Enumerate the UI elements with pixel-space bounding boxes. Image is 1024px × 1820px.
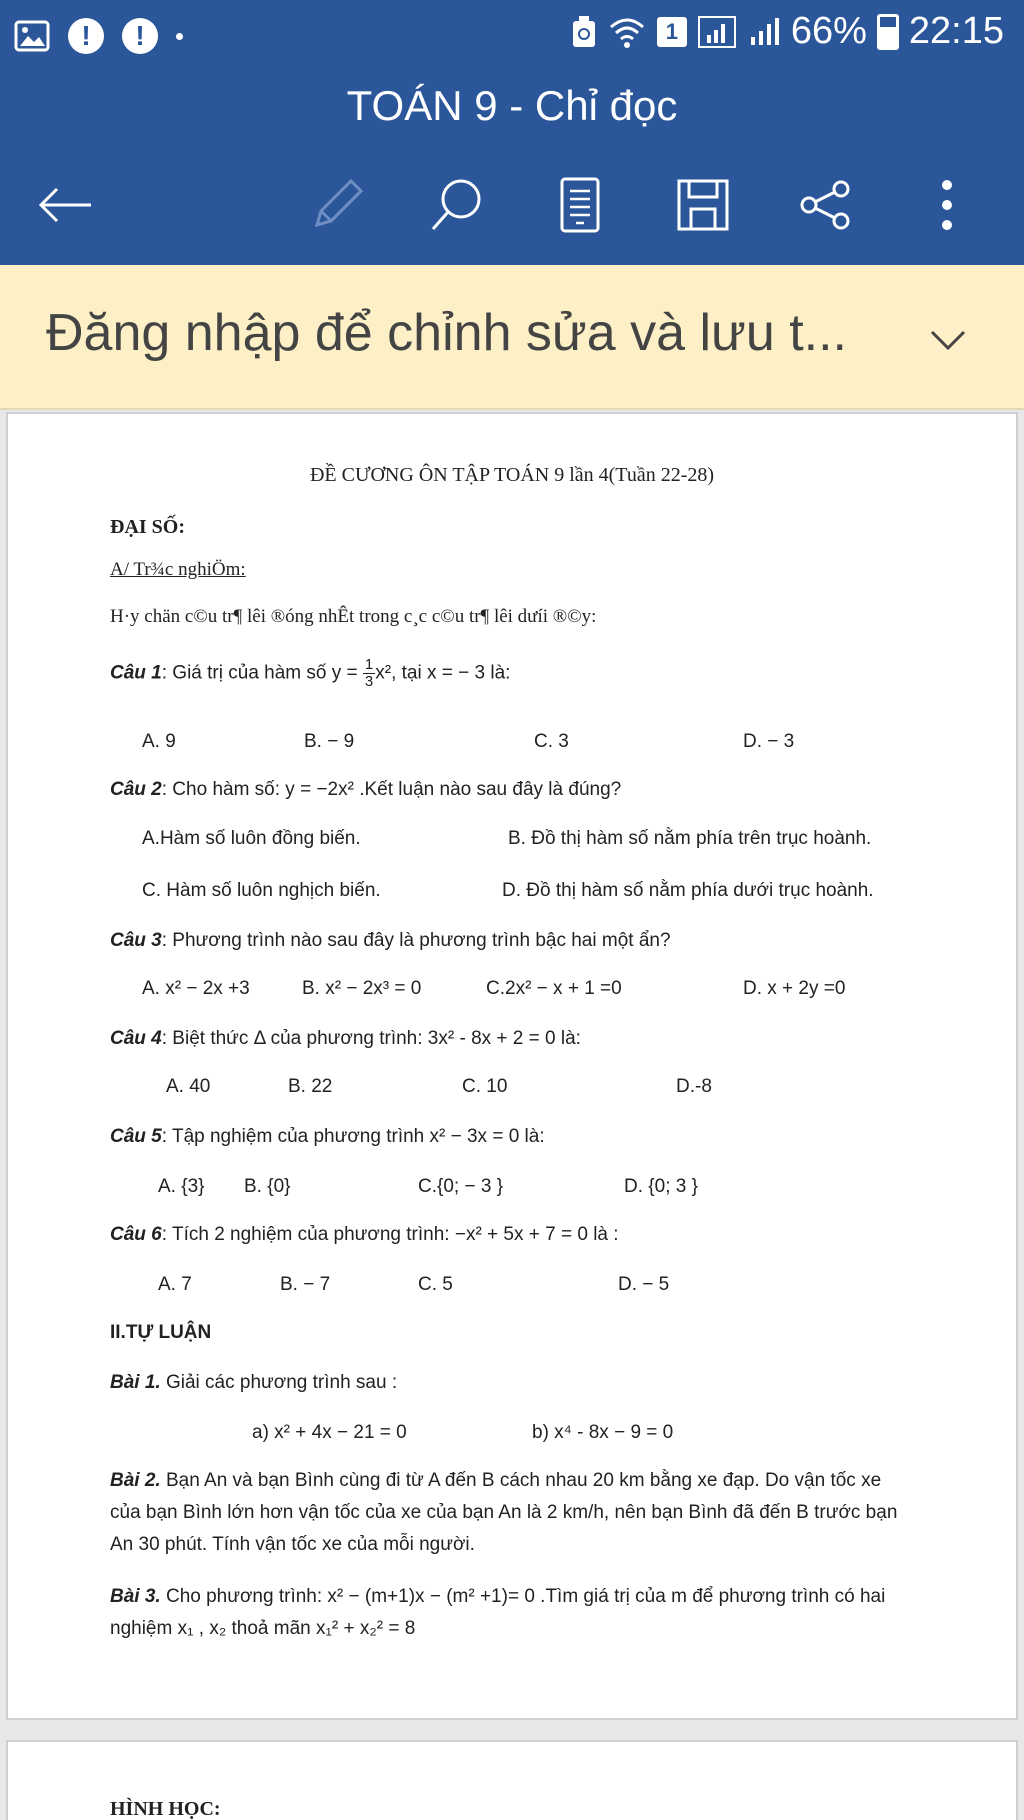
- image-notification-icon: [14, 20, 50, 52]
- exercise-2-line-3: An 30 phút. Tính vận tốc xe của mỗi người.: [110, 1534, 475, 1555]
- fraction-denominator: 3: [364, 673, 374, 690]
- option: A. 40: [166, 1076, 211, 1097]
- option: D.-8: [676, 1076, 712, 1097]
- more-vertical-icon: [937, 177, 957, 233]
- option: B. − 9: [304, 731, 355, 752]
- recycle-icon: [571, 15, 597, 49]
- document-page-2: [6, 1740, 1018, 1820]
- chevron-down-icon: [918, 310, 978, 370]
- question-label: Câu 6: [110, 1224, 162, 1245]
- question-5: [110, 1126, 545, 1148]
- share-button[interactable]: [790, 170, 860, 240]
- exercise-label: Bài 3.: [110, 1586, 161, 1607]
- option: C.{0; − 3 }: [418, 1176, 504, 1197]
- question-4: [110, 1028, 581, 1050]
- exercise-label: Bài 2.: [110, 1470, 161, 1491]
- question-text: : Tập nghiệm của phương trình x² − 3x = 0 là:: [161, 1126, 545, 1147]
- app-bar: [0, 0, 1024, 265]
- exercise-1b: b) x⁴ - 8x − 9 = 0: [532, 1422, 674, 1443]
- option: C. 3: [534, 731, 569, 752]
- option: A. x² − 2x +3: [142, 978, 250, 999]
- reading-view-icon: [558, 175, 602, 235]
- battery-icon: [877, 14, 899, 50]
- option: D. − 3: [743, 731, 795, 752]
- question-6: [110, 1224, 619, 1246]
- question-text: : Biệt thức Δ của phương trình: 3x² - 8x + 2 = 0 là:: [161, 1028, 581, 1049]
- exercise-text: Giải các phương trình sau :: [160, 1372, 398, 1393]
- option: A. 9: [142, 731, 176, 752]
- signal-icon: [697, 15, 737, 49]
- question-label: Câu 3: [110, 930, 162, 951]
- fraction: [363, 657, 375, 690]
- section-algebra: ĐẠI SỐ:: [110, 516, 186, 538]
- option: D. x + 2y =0: [743, 978, 846, 999]
- question-label: Câu 2: [110, 779, 162, 800]
- search-icon: [427, 175, 487, 235]
- exercise-2-line-1: [110, 1470, 881, 1492]
- sim-badge: 1: [657, 17, 687, 47]
- option: A. {3}: [158, 1176, 205, 1197]
- question-label: Câu 4: [110, 1028, 162, 1049]
- battery-percent: 66%: [790, 10, 867, 52]
- share-icon: [795, 175, 855, 235]
- part-a-heading: A/ Tr¾c nghiÖm:: [110, 559, 246, 580]
- more-options-button[interactable]: [912, 170, 982, 240]
- arrow-left-icon: [35, 185, 95, 225]
- option: C. 10: [462, 1076, 508, 1097]
- instruction: H·y chän c©u tr¶ lêi ®óng nhÊt trong c¸c c©u tr¶ lêi dưíi ®©y:: [110, 606, 597, 627]
- question-text: : Cho hàm số: y = −2x² .Kết luận nào sau đây là đúng?: [161, 779, 622, 800]
- signal-icon: [747, 15, 781, 49]
- edit-button[interactable]: [302, 170, 372, 240]
- exercise-2-line-2: của bạn Bình lớn hơn vận tốc của xe của bạn An là 2 km/h, nên bạn Bình đã đến B trước bạn: [110, 1502, 898, 1523]
- option: A. 7: [158, 1274, 192, 1295]
- exercise-1: [110, 1372, 397, 1394]
- option: B. − 7: [280, 1274, 331, 1295]
- question-text: : Giá trị của hàm số y =: [161, 662, 363, 684]
- question-text: x², tại x = − 3 là:: [375, 662, 511, 684]
- option: A.Hàm số luôn đồng biến.: [142, 828, 361, 849]
- question-2: [110, 779, 621, 801]
- option: C. Hàm số luôn nghịch biến.: [142, 880, 381, 901]
- option: C.2x² − x + 1 =0: [486, 978, 622, 999]
- pencil-icon: [307, 175, 367, 235]
- question-label: Câu 1: [110, 662, 162, 684]
- banner-expand-button[interactable]: [918, 310, 978, 370]
- question-text: : Tích 2 nghiệm của phương trình: −x² + 5x + 7 = 0 là :: [161, 1224, 619, 1245]
- exercise-text: Cho phương trình: x² − (m+1)x − (m² +1)= 0 .Tìm giá trị của m để phương trình có hai: [160, 1586, 886, 1607]
- sign-in-banner-text: Đăng nhập để chỉnh sửa và lưu t...: [46, 304, 847, 362]
- exercise-1a: a) x² + 4x − 21 = 0: [252, 1422, 407, 1443]
- document-page: [6, 412, 1018, 1720]
- option: B. Đồ thị hàm số nằm phía trên trục hoành.: [508, 828, 872, 849]
- doc-heading: ĐỀ CƯƠNG ÔN TẬP TOÁN 9 lần 4(Tuần 22-28): [309, 464, 715, 486]
- exercise-3-line-2: nghiệm x₁ , x₂ thoả mãn x₁² + x₂² = 8: [110, 1618, 416, 1639]
- question-text: : Phương trình nào sau đây là phương trình bậc hai một ẩn?: [161, 930, 671, 951]
- option: B. 22: [288, 1076, 333, 1097]
- document-title: TOÁN 9 - Chỉ đọc: [346, 82, 678, 129]
- clock: 22:15: [908, 10, 1004, 52]
- reading-view-button[interactable]: [545, 170, 615, 240]
- wifi-icon: [607, 15, 647, 49]
- question-label: Câu 5: [110, 1126, 162, 1147]
- sign-in-banner[interactable]: [0, 265, 1024, 410]
- question-1: [110, 657, 510, 690]
- back-button[interactable]: [30, 170, 100, 240]
- option: B. x² − 2x³ = 0: [302, 978, 422, 999]
- exercise-text: Bạn An và bạn Bình cùng đi từ A đến B cách nhau 20 km bằng xe đạp. Do vận tốc xe: [160, 1470, 882, 1491]
- save-button[interactable]: [668, 170, 738, 240]
- option: D. Đồ thị hàm số nằm phía dưới trục hoành.: [502, 880, 874, 901]
- option: B. {0}: [244, 1176, 291, 1197]
- status-bar: [0, 0, 1024, 76]
- section-essay: II.TỰ LUẬN: [110, 1322, 212, 1343]
- option: D. − 5: [618, 1274, 670, 1295]
- alert-icon: !: [68, 18, 104, 54]
- exercise-3-line-1: [110, 1586, 885, 1608]
- alert-icon: !: [122, 18, 158, 54]
- question-3: [110, 930, 671, 952]
- more-notifications-icon: [176, 33, 183, 40]
- section-geometry: HÌNH HỌC:: [110, 1798, 221, 1820]
- toolbar: [0, 160, 1024, 245]
- save-icon: [675, 177, 731, 233]
- option: D. {0; 3 }: [624, 1176, 698, 1197]
- exercise-label: Bài 1.: [110, 1372, 161, 1393]
- search-button[interactable]: [422, 170, 492, 240]
- fraction-numerator: 1: [364, 656, 374, 673]
- option: C. 5: [418, 1274, 453, 1295]
